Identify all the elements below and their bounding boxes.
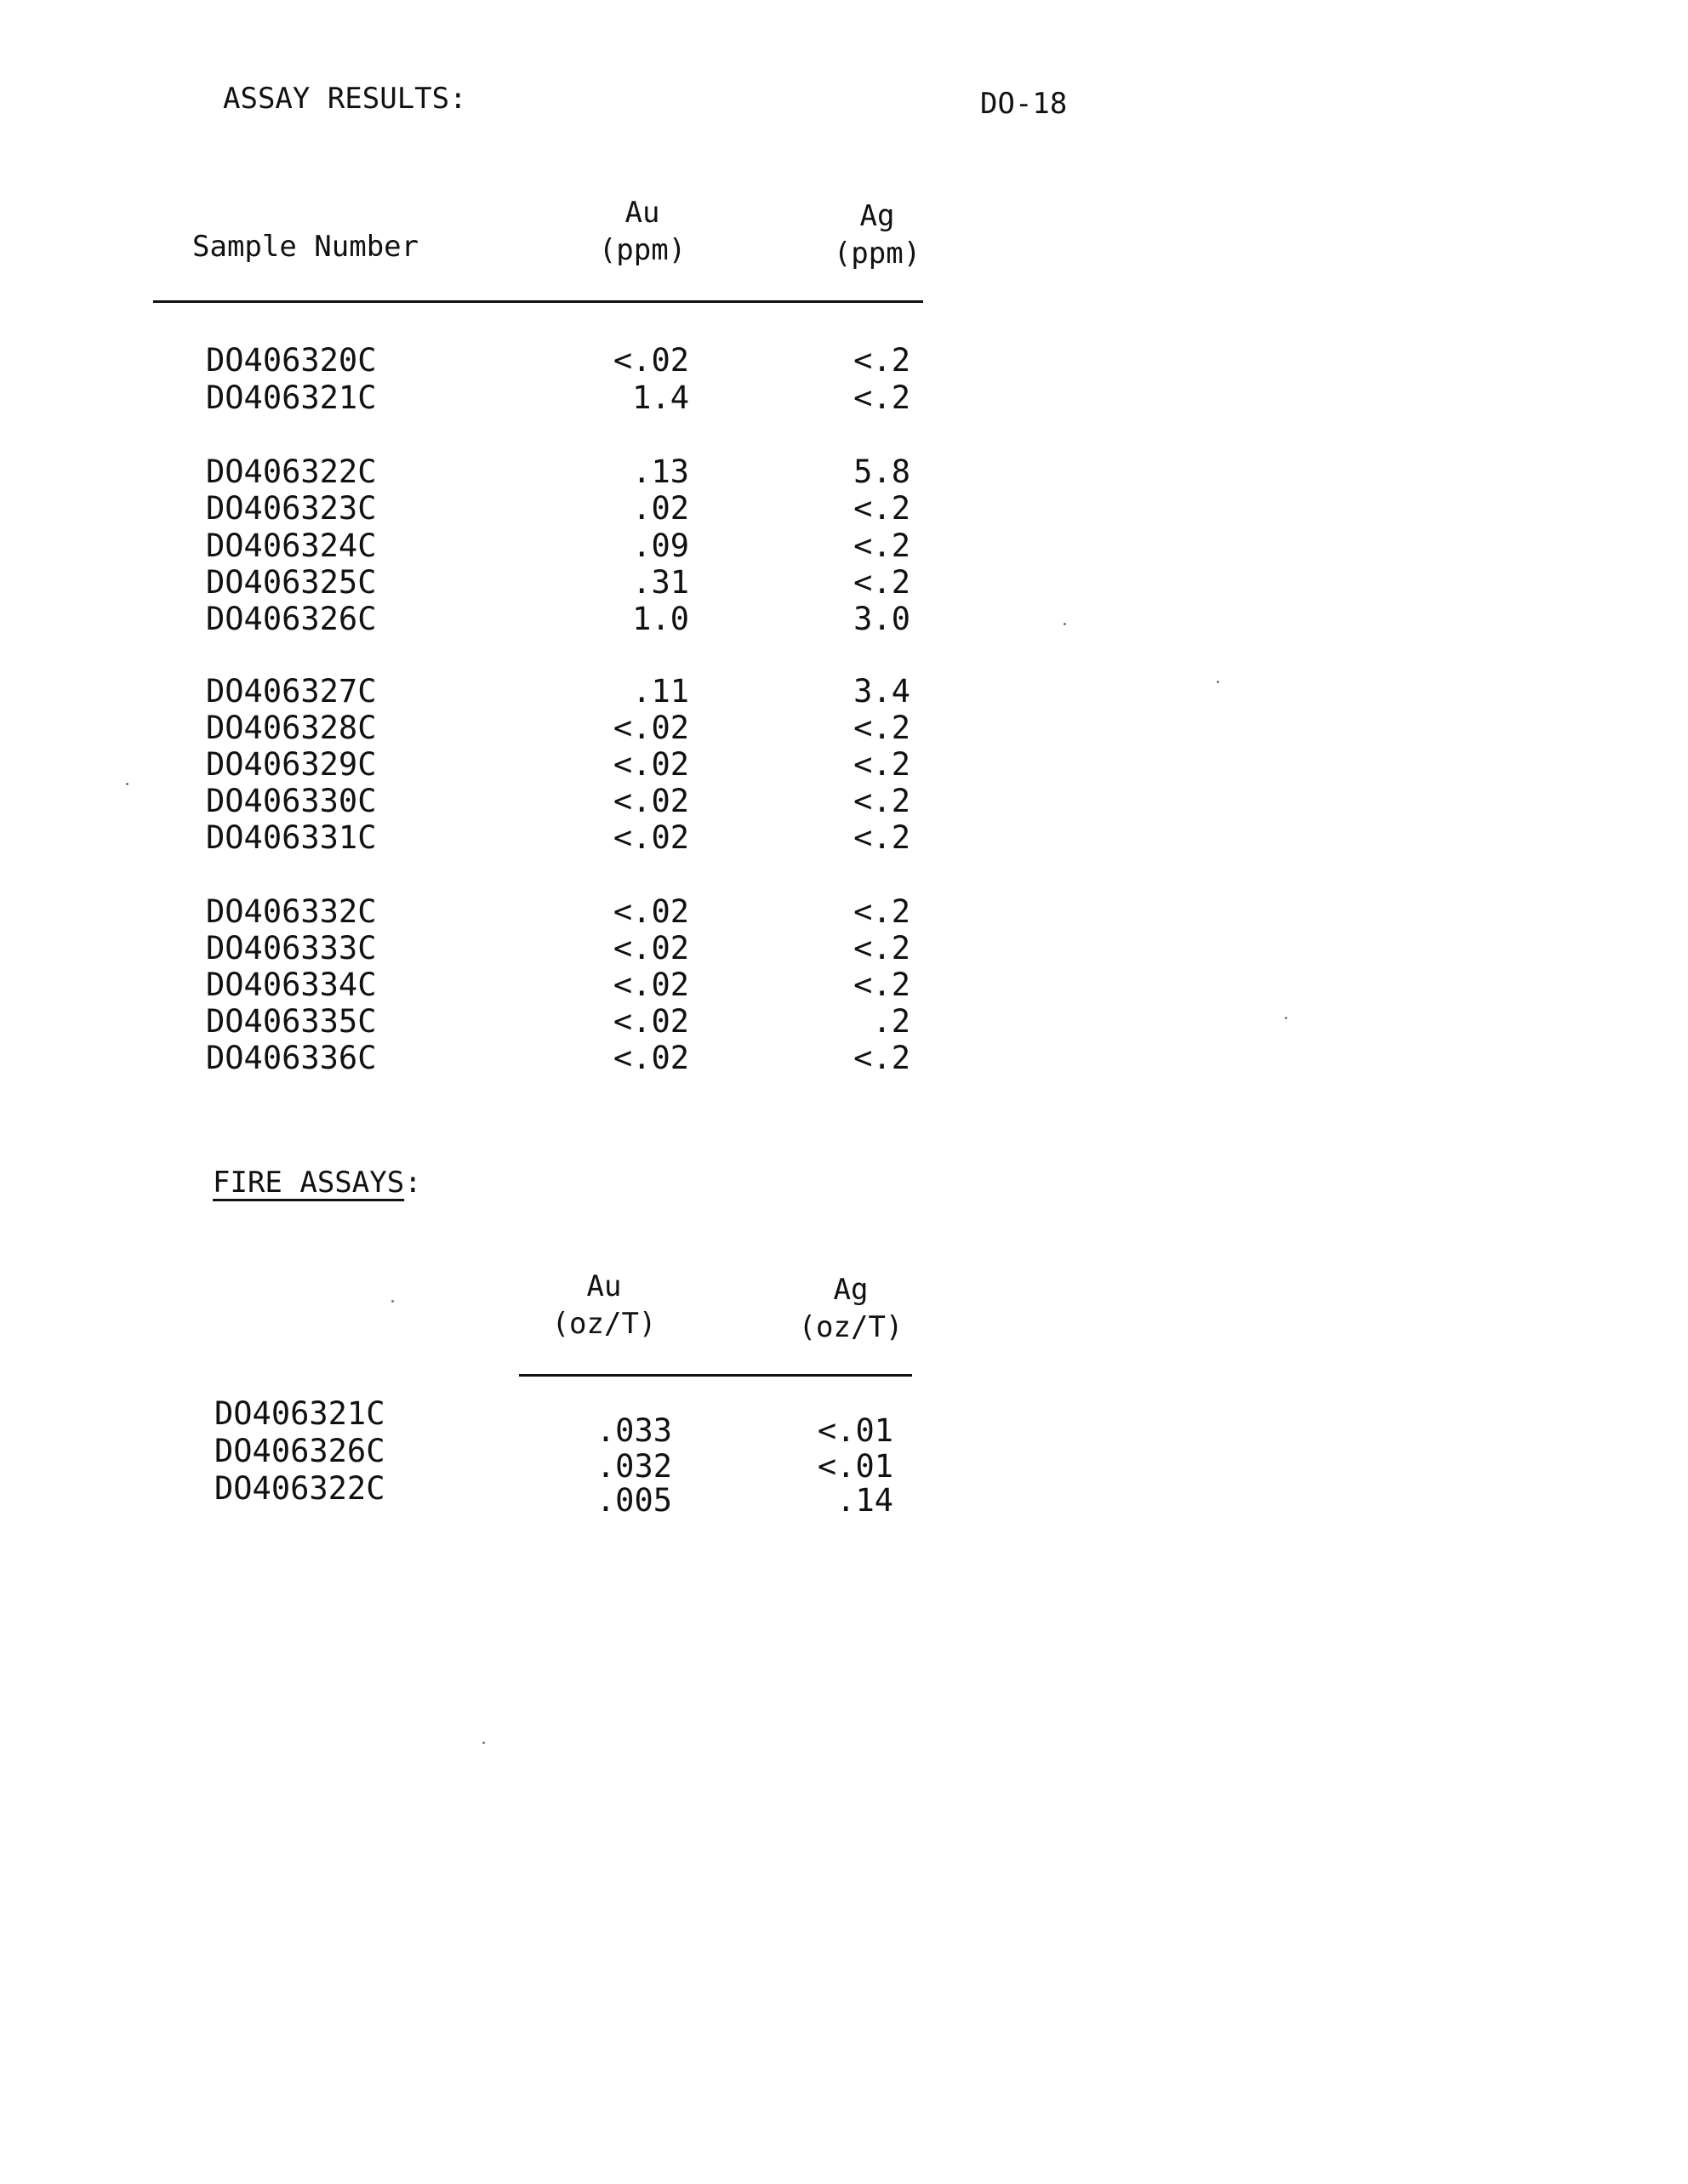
sample-number-cell: DO406323C [206,490,377,527]
ag-value-cell: .2 [872,1003,910,1040]
scan-speck [482,1742,485,1744]
au-value-cell: .13 [632,453,689,490]
fire-sample-cell: DO406326C [214,1433,385,1469]
fire-ag-value-cell: <.01 [817,1448,893,1485]
au-value-cell: .11 [632,673,689,710]
au-value-cell: <.02 [613,967,689,1003]
ag-value-cell: <.2 [853,564,910,601]
fire-sample-cell: DO406322C [214,1470,385,1507]
sample-number-cell: DO406325C [206,564,377,601]
ag-header [822,197,932,272]
sample-number-cell: DO406333C [206,930,377,967]
ag-header-label: Ag [859,199,895,233]
scan-speck [1064,623,1066,625]
au-value-cell: <.02 [613,746,689,783]
scan-speck [1285,1017,1287,1019]
au-header [579,194,706,269]
sample-number-cell: DO406336C [206,1040,377,1076]
au-header-unit: (ppm) [598,233,687,267]
au-value-cell: .31 [632,564,689,601]
sample-number-cell: DO406320C [206,342,377,379]
au-value-cell: .09 [632,527,689,564]
au-value-cell: <.02 [613,342,689,379]
scan-speck [1217,681,1219,683]
document-title: ASSAY RESULTS: [223,82,467,116]
fire-assays-title [213,1166,422,1200]
sample-number-cell: DO406335C [206,1003,377,1040]
ag-value-cell: 3.4 [853,673,910,710]
header-rule [153,300,923,303]
sample-number-cell: DO406334C [206,967,377,1003]
ag-value-cell: <.2 [853,746,910,783]
au-value-cell: <.02 [613,893,689,930]
ag-value-cell: <.2 [853,527,910,564]
ag-value-cell: 3.0 [853,601,910,637]
sample-number-cell: DO406321C [206,379,377,416]
ag-value-cell: <.2 [853,930,910,967]
fire-ag-value-cell: .14 [836,1482,893,1519]
ag-header-unit: (ppm) [833,237,921,271]
au-value-cell: <.02 [613,930,689,967]
au-value-cell: <.02 [613,710,689,746]
fire-au-header [536,1268,672,1343]
au-value-cell: .02 [632,490,689,527]
ag-value-cell: <.2 [853,967,910,1003]
sample-number-cell: DO406330C [206,783,377,819]
fire-ag-header-label: Ag [833,1273,869,1307]
ag-value-cell: <.2 [853,342,910,379]
au-value-cell: <.02 [613,819,689,856]
sample-number-cell: DO406322C [206,453,377,490]
fire-au-value-cell: .033 [596,1412,672,1449]
au-value-cell: 1.4 [632,379,689,416]
fire-ag-header [783,1271,919,1346]
sample-number-cell: DO406324C [206,527,377,564]
ag-value-cell: 5.8 [853,453,910,490]
sample-number-cell: DO406331C [206,819,377,856]
au-value-cell: <.02 [613,1040,689,1076]
ag-value-cell: <.2 [853,490,910,527]
sample-number-cell: DO406327C [206,673,377,710]
fire-sample-cell: DO406321C [214,1395,385,1432]
ag-value-cell: <.2 [853,1040,910,1076]
fire-au-value-cell: .032 [596,1448,672,1485]
sample-number-header: Sample Number [192,230,419,264]
ag-value-cell: <.2 [853,379,910,416]
sample-number-cell: DO406329C [206,746,377,783]
ag-value-cell: <.2 [853,893,910,930]
sample-number-cell: DO406328C [206,710,377,746]
fire-au-header-label: Au [586,1269,622,1303]
ag-value-cell: <.2 [853,783,910,819]
au-value-cell: <.02 [613,1003,689,1040]
scan-speck [391,1300,394,1303]
au-value-cell: <.02 [613,783,689,819]
au-value-cell: 1.0 [632,601,689,637]
fire-assays-title-suffix: : [404,1166,422,1200]
scan-speck [126,783,128,785]
fire-header-rule [519,1374,912,1377]
fire-assays-title-text: FIRE ASSAYS [213,1166,405,1200]
sample-number-cell: DO406326C [206,601,377,637]
sample-number-cell: DO406332C [206,893,377,930]
fire-ag-value-cell: <.01 [817,1412,893,1449]
fire-au-header-unit: (oz/T) [551,1307,657,1341]
page-id: DO-18 [980,87,1068,121]
au-header-label: Au [624,196,660,230]
ag-value-cell: <.2 [853,710,910,746]
fire-au-value-cell: .005 [596,1482,672,1519]
ag-value-cell: <.2 [853,819,910,856]
fire-ag-header-unit: (oz/T) [798,1310,904,1344]
